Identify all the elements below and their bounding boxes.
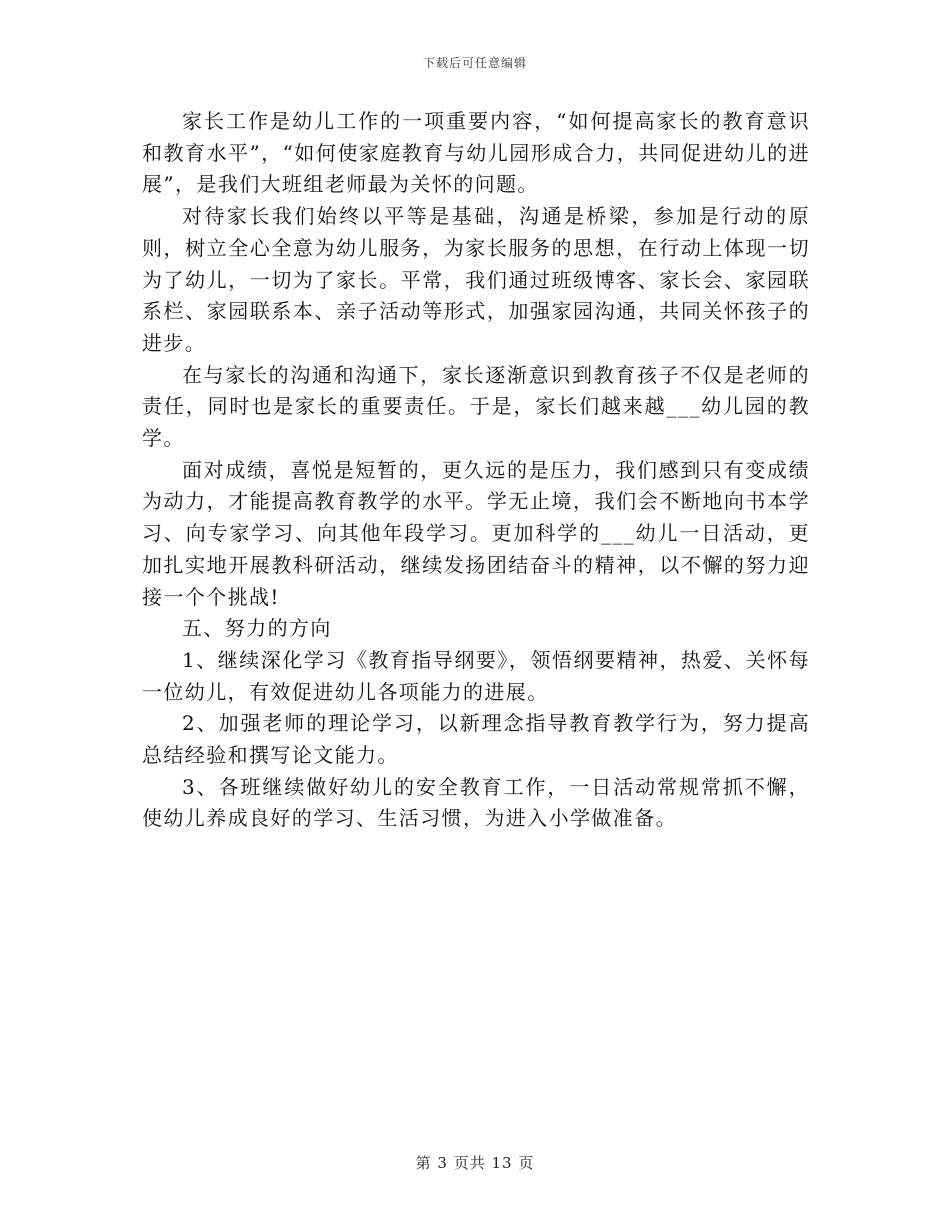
list-item-3: 3、各班继续做好幼儿的安全教育工作，一日活动常规常抓不懈，使幼儿养成良好的学习、生活习惯，为进入小学做准备。 (142, 774, 810, 831)
paragraph-pressure-motivation: 面对成绩，喜悦是短暂的，更久远的是压力，我们感到只有变成绩为动力，才能提高教育教学的水平。学无止境，我们会不断地向书本学习、向专家学习、向其他年段学习。更加科学的___幼儿一日活动，更加扎实地开展教科研活动，继续发扬团结奋斗的精神，以不懈的努力迎接一个个挑战! (142, 457, 810, 609)
paragraph-parent-responsibility: 在与家长的沟通和沟通下，家长逐渐意识到教育孩子不仅是老师的责任，同时也是家长的重要责任。于是，家长们越来越___幼儿园的教学。 (142, 362, 810, 451)
list-item-2: 2、加强老师的理论学习，以新理念指导教育教学行为，努力提高总结经验和撰写论文能力。 (142, 711, 810, 768)
header-note: 下载后可任意编辑 (422, 56, 527, 70)
paragraph-equal-communication: 对待家长我们始终以平等是基础，沟通是桥梁，参加是行动的原则，树立全心全意为幼儿服务，为家长服务的思想，在行动上体现一切为了幼儿，一切为了家长。平常，我们通过班级博客、家长会、家园联系栏、家园联系本、亲子活动等形式，加强家园沟通，共同关怀孩子的进步。 (142, 204, 810, 355)
list-item-1: 1、继续深化学习《教育指导纲要》，领悟纲要精神，热爱、关怀每一位幼儿，有效促进幼儿各项能力的进展。 (142, 647, 810, 704)
section-heading-direction: 五、努力的方向 (182, 616, 332, 641)
paragraph-parent-work: 家长工作是幼儿工作的一项重要内容，“如何提高家长的教育意识和教育水平”，“如何使家庭教育与幼儿园形成合力，共同促进幼儿的进展”，是我们大班组老师最为关怀的问题。 (142, 109, 810, 197)
page-number-footer: 第 3 页共 13 页 (415, 1154, 535, 1172)
document-body (142, 106, 810, 835)
